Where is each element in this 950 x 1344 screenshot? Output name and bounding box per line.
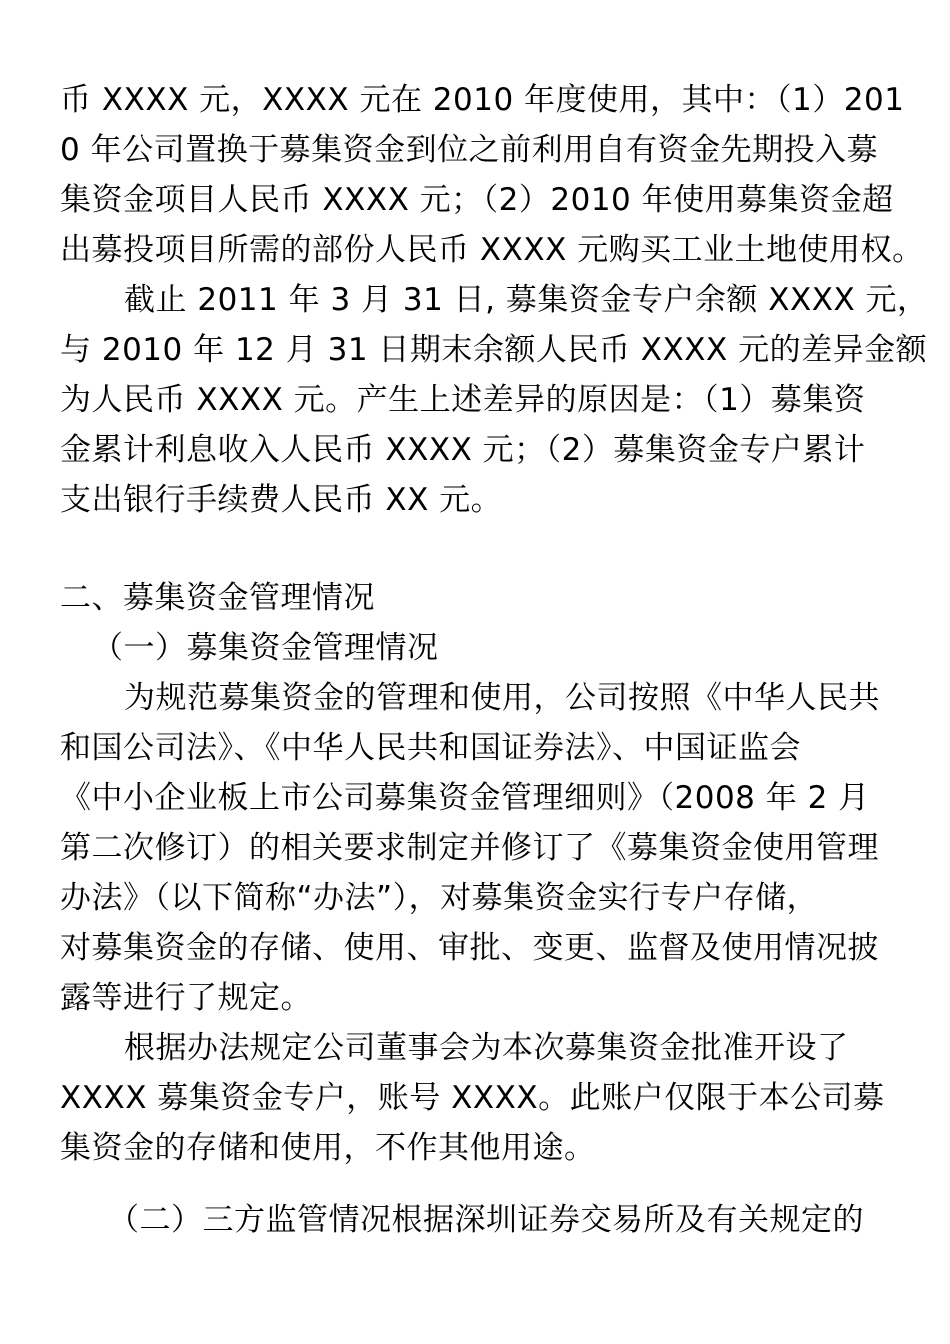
body-text-line: 办法》（以下简称“办法”），对募集资金实行专户存储， bbox=[60, 880, 819, 916]
body-text-line: 对募集资金的存储、使用、审批、变更、监督及使用情况披 bbox=[60, 930, 879, 966]
body-text-line: 0 年公司置换于募集资金到位之前利用自有资金先期投入募 bbox=[60, 132, 879, 168]
paragraph-first-line: 截止 2011 年 3 月 31 日, 募集资金专户余额 XXXX 元， bbox=[124, 282, 929, 318]
subsection-heading: （一）募集资金管理情况 bbox=[92, 630, 439, 666]
body-text-line: 集资金项目人民币 XXXX 元；（2）2010 年使用募集资金超 bbox=[60, 182, 894, 218]
body-text-line: 集资金的存储和使用，不作其他用途。 bbox=[60, 1130, 596, 1166]
body-text-line: 币 XXXX 元，XXXX 元在 2010 年度使用，其中：（1）201 bbox=[60, 82, 905, 118]
body-text-line: XXXX 募集资金专户，账号 XXXX。此账户仅限于本公司募 bbox=[60, 1080, 885, 1116]
body-text-line: 与 2010 年 12 月 31 日期末余额人民币 XXXX 元的差异金额 bbox=[60, 332, 928, 368]
body-text-line: 金累计利息收入人民币 XXXX 元；（2）募集资金专户累计 bbox=[60, 432, 866, 468]
body-text-line: 露等进行了规定。 bbox=[60, 980, 312, 1016]
body-text-line: 为人民币 XXXX 元。产生上述差异的原因是：（1）募集资 bbox=[60, 382, 866, 418]
body-text-line: 支出银行手续费人民币 XX 元。 bbox=[60, 482, 503, 518]
section-heading: 二、募集资金管理情况 bbox=[60, 580, 375, 616]
subsection-heading: （二）三方监管情况根据深圳证券交易所及有关规定的 bbox=[108, 1202, 864, 1238]
body-text-line: 和国公司法》、《中华人民共和国证券法》、中国证监会 bbox=[60, 730, 801, 766]
body-text-line: 《中小企业板上市公司募集资金管理细则》（2008 年 2 月 bbox=[60, 780, 870, 816]
paragraph-first-line: 根据办法规定公司董事会为本次募集资金批准开设了 bbox=[124, 1030, 849, 1066]
body-text-line: 第二次修订）的相关要求制定并修订了《募集资金使用管理 bbox=[60, 830, 879, 866]
body-text-line: 出募投项目所需的部份人民币 XXXX 元购买工业土地使用权。 bbox=[60, 232, 924, 268]
paragraph-first-line: 为规范募集资金的管理和使用，公司按照《中华人民共 bbox=[124, 680, 880, 716]
